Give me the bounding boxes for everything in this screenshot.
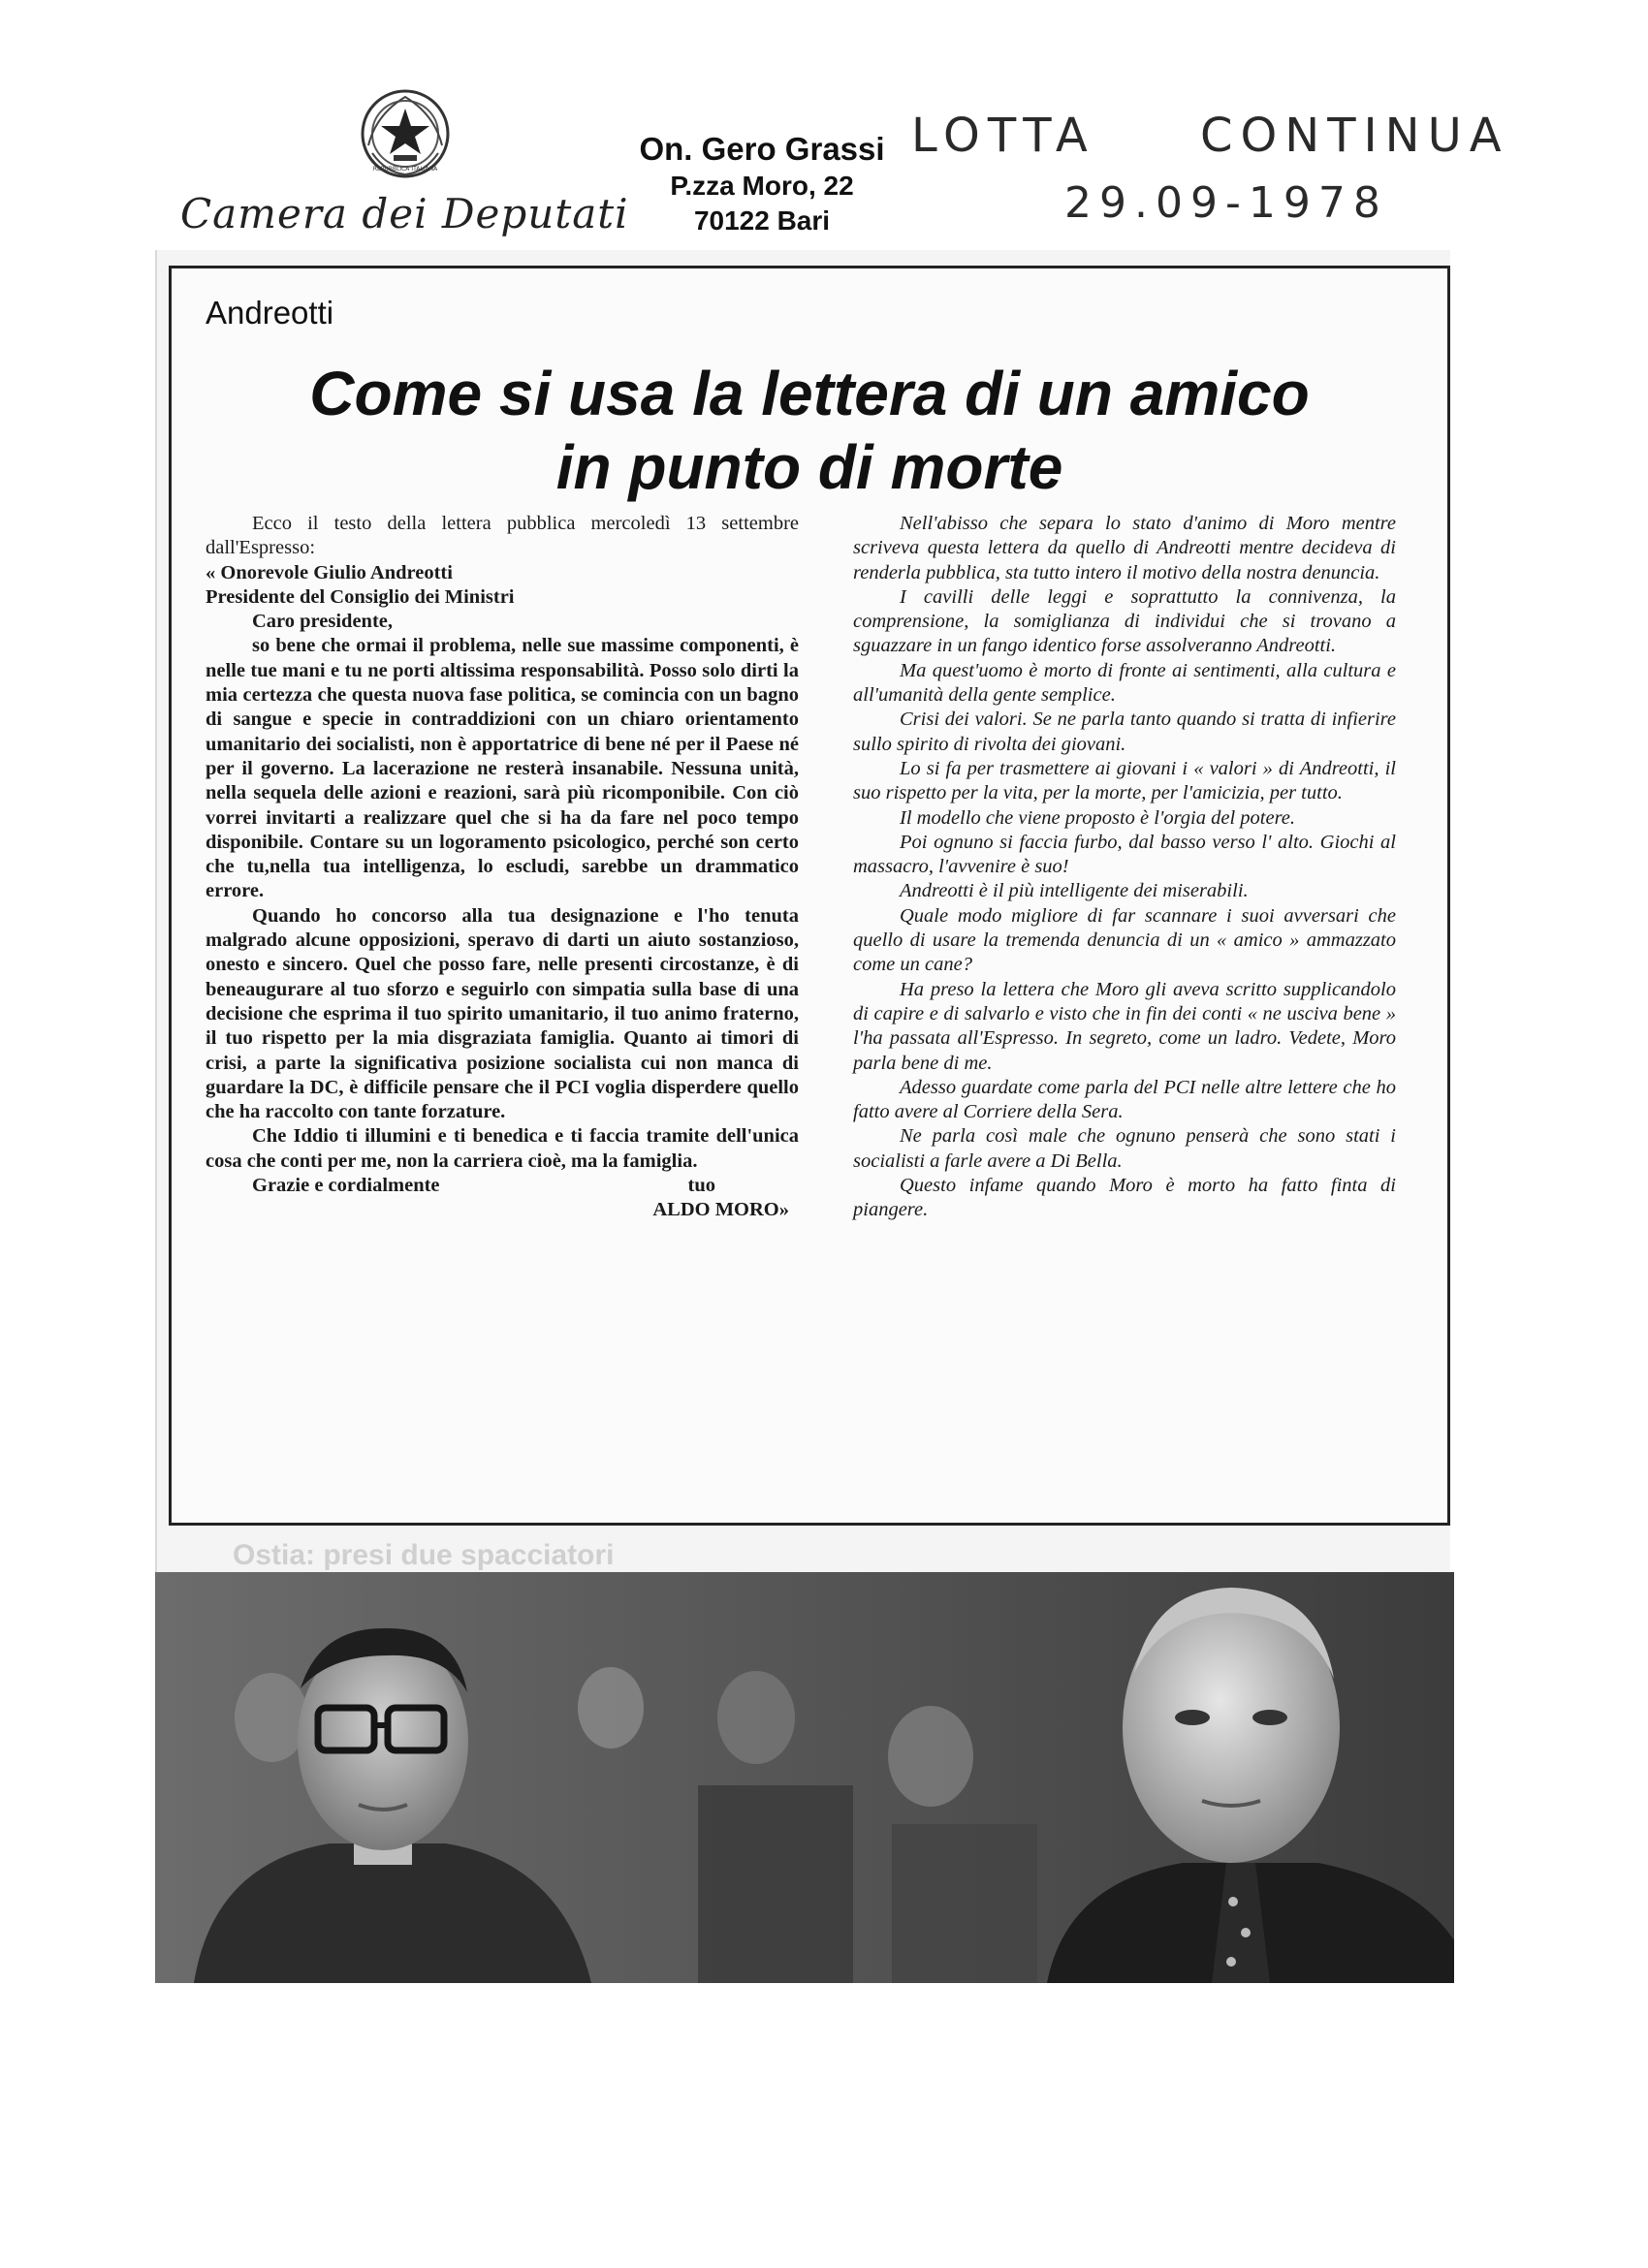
letter-paragraph-2: Quando ho concorso alla tua designazione e l'ho tenuta malgrado alcune opposizioni, speravo di darti un aiuto sostanzioso, onesto e sincero. Quel che posso fare, nelle presenti circostanze, è di beneaugurare al tuo sforzo e seguirlo con simpatia sulla base di una decisione che esprima il tuo spirito umanitario, il tuo animo fraterno, il tuo rispetto per la mia disgraziata famiglia. Quanto ai timori di crisi, a parte la significativa posizione socialista cui non manca di guardare la DC, è difficile pensare che il PCI voglia disperdere quello che ha raccolto con tante forzature. xyxy=(206,904,799,1123)
italian-republic-emblem-icon xyxy=(357,85,454,182)
handwritten-source-word-2: CONTINUA xyxy=(1200,109,1509,163)
chamber-name: Camera dei Deputati xyxy=(180,190,629,237)
comment-paragraph: Ma quest'uomo è morto di fronte ai sentimenti, alla cultura e all'umanità della gente semplice. xyxy=(853,659,1396,707)
handwritten-source-word-1: LOTTA xyxy=(911,109,1095,163)
letter-paragraph-1: so bene che ormai il problema, nelle sue massime componenti, è nelle tue mani e tu ne porti altissima responsabilità. Posso solo dirti la mia certezza che questa nuova fase politica, se comincia con un bagno di sangue e specie in contraddizioni con un chiaro orientamento umanitario dei socialisti, non è apportatrice di bene né per il Paese né per il governo. La lacerazione ne resterà insanabile. Nessuna unità, nella sequela delle azioni e reazioni, sarà più ricomponibile. Con ciò vorrei invitarti a realizzare quel che si ha da fare nel poco tempo disponibile. Contare su un logoramento psicologico, perché son certo che tu,nella tua intelligenza, lo escludi, sarebbe un drammatico errore. xyxy=(206,635,799,902)
comment-paragraph: Quale modo migliore di far scannare i suoi avversari che quello di usare la tremenda denuncia di un « amico » ammazzato come un cane? xyxy=(853,904,1396,976)
letter-body xyxy=(206,561,799,1174)
emblem-caption: REPUBBLICA ITALIANA xyxy=(372,166,438,173)
letter-paragraph-3: Che Iddio ti illumini e ti benedica e ti faccia tramite dell'unica cosa che conti per me, non la carriera cioè, ma la famiglia. xyxy=(206,1125,799,1172)
deputy-name: On. Gero Grassi xyxy=(639,131,885,167)
comment-paragraph: Poi ognuno si faccia furbo, dal basso verso l' alto. Giochi al massacro, l'avvenire è suo! xyxy=(853,831,1396,878)
comment-paragraph: Andreotti è il più intelligente dei miserabili. xyxy=(900,880,1249,902)
comment-paragraph: I cavilli delle leggi e soprattutto la connivenza, la comprensione, la somiglianza di individui che si trovano a sguazzare in un fango identico forse assolveranno Andreotti. xyxy=(853,585,1396,657)
comment-paragraph: Ne parla così male che ognuno penserà che sono stati i socialisti a farle avere a Di Bella. xyxy=(853,1125,1396,1172)
address-line-1: P.zza Moro, 22 xyxy=(670,171,854,201)
comment-paragraph: Il modello che viene proposto è l'orgia del potere. xyxy=(900,806,1296,829)
comment-paragraph: Crisi dei valori. Se ne parla tanto quando si tratta di infierire sullo spirito di rivolta dei giovani. xyxy=(853,709,1396,755)
comment-paragraph: Lo si fa per trasmettere ai giovani i « valori » di Andreotti, il suo rispetto per la vita, per la morte, per l'amicizia, per tutto. xyxy=(853,757,1396,804)
letter-tuo: tuo xyxy=(687,1175,715,1197)
comment-paragraph: Questo infame quando Moro è morto ha fatto finta di piangere. xyxy=(853,1175,1396,1221)
headline xyxy=(204,357,1415,504)
deputy-address-block xyxy=(617,130,907,238)
headline-line-1: Come si usa la lettera di un amico xyxy=(309,359,1310,428)
article-column-left xyxy=(206,512,799,1223)
news-photo-two-men-seated xyxy=(155,1572,1454,1983)
handwritten-date: 29.09-1978 xyxy=(1064,178,1388,228)
headline-line-2: in punto di morte xyxy=(555,432,1063,502)
intro-paragraph: Ecco il testo della lettera pubblica mercoledì 13 settembre dall'Espresso: xyxy=(206,513,799,559)
comment-paragraph: Ha preso la lettera che Moro gli aveva scritto supplicandolo di capire e di salvarlo e visto che in fin dei conti « ne usciva bene » l'ha passata all'Espresso. In segreto, come un ladro. Vedete, Moro parla bene di me. xyxy=(853,978,1396,1074)
letter-addressee-2: Presidente del Consiglio dei Ministri xyxy=(206,585,515,608)
section-label: Andreotti xyxy=(206,295,334,331)
letter-signature: ALDO MORO» xyxy=(652,1199,789,1221)
letter-closing-row xyxy=(206,1174,799,1198)
article-column-right xyxy=(853,512,1396,1223)
letter-addressee-1: « Onorevole Giulio Andreotti xyxy=(206,561,453,583)
letter-salutation: Caro presidente, xyxy=(252,611,394,633)
comment-paragraph: Nell'abisso che separa lo stato d'animo di Moro mentre scriveva questa lettera da quello di Andreotti mentre decideva di renderla pubblica, sta tutto intero il motivo della nostra denuncia. xyxy=(853,513,1396,583)
comment-paragraph: Adesso guardate come parla del PCI nelle altre lettere che ho fatto avere al Corriere della Sera. xyxy=(853,1076,1396,1123)
address-line-2: 70122 Bari xyxy=(693,205,831,236)
bleed-through-bottom-title: Ostia: presi due spacciatori xyxy=(233,1539,615,1571)
photo-illustration xyxy=(155,1572,1454,1983)
letter-closing: Grazie e cordialmente xyxy=(252,1175,440,1197)
